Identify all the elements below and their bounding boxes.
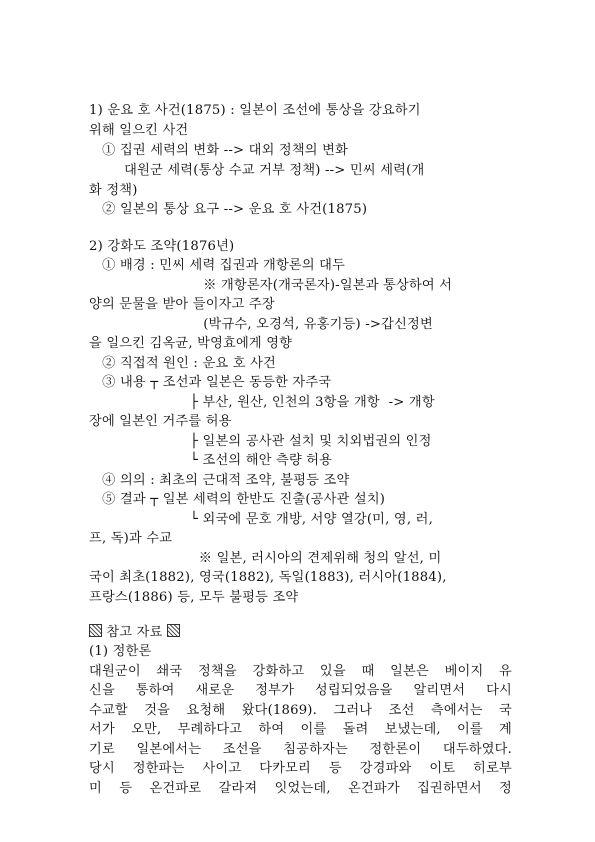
section1-title-line2: 위해 일으킨 사건 — [89, 123, 189, 138]
section2-content-line5: └ 조선의 해안 측량 허용 — [89, 453, 333, 468]
section2-background-line5: 을 일으킨 김옥균, 박영효에게 영향 — [89, 336, 293, 351]
reference-header-text: 참고 자료 — [102, 625, 167, 640]
hatched-box-icon — [89, 624, 102, 637]
section2-result-line2: └ 외국에 문호 개방, 서양 열강(미, 영, 러, — [89, 512, 433, 527]
reference-para-line5: 기로 일본에서는 조선을 침공하자는 정한론이 대두하였다. — [89, 742, 512, 757]
reference-para-line3: 수교할 것을 요청해 왔다(1869). 그러나 조선 측에서는 국 — [89, 703, 512, 718]
section2-background-line4: (박규수, 오경석, 유홍기등) ->갑신정변 — [89, 317, 433, 332]
reference-header — [89, 623, 180, 642]
section2-result-line3: 프, 독)과 수교 — [89, 531, 173, 546]
section2-content-line2: ├ 부산, 원산, 인천의 3항을 개항 -> 개항 — [89, 395, 435, 410]
section2-note-line3: 프랑스(1886) 등, 모두 불평등 조약 — [89, 590, 299, 605]
reference-para-line7: 미 등 온건파로 갈라져 잇었는데, 온건파가 집권하면서 정 — [89, 781, 512, 796]
section1-item1-line3: 화 정책) — [89, 183, 138, 198]
section1-item2: ② 일본의 통상 요구 --> 운요 호 사건(1875) — [89, 202, 368, 217]
section2-note-line2: 국이 최초(1882), 영국(1882), 독일(1883), 러시아(1884), — [89, 570, 447, 585]
section2-meaning: ④ 의의 : 최초의 근대적 조약, 불평등 조약 — [89, 473, 350, 488]
section2-title: 2) 강화도 조약(1876년) — [89, 239, 235, 254]
section1-item1-line1: ① 집권 세력의 변화 --> 대외 정책의 변화 — [89, 143, 349, 158]
section2-cause: ② 직접적 원인 : 운요 호 사건 — [89, 356, 276, 371]
section2-content-line4: ├ 일본의 공사관 설치 및 치외법권의 인정 — [89, 434, 432, 449]
section2-background-line2: ※ 개항론자(개국론자)-일본과 통상하여 서 — [89, 278, 453, 293]
section2-background-line3: 양의 문물을 받아 들이자고 주장 — [89, 297, 275, 312]
section1-item1-line2: 대원군 세력(통상 수교 거부 정책) --> 민씨 세력(개 — [89, 163, 425, 178]
reference-para-line4: 서가 오만, 무례하다고 하여 이를 돌려 보냈는데, 이를 계 — [89, 722, 512, 737]
section2-note-line1: ※ 일본, 러시아의 견제위해 청의 알선, 미 — [89, 551, 442, 566]
reference-para-line6: 당시 정한파는 사이고 다카모리 등 강경파와 이토 히로부 — [89, 761, 512, 776]
section2-content-line3: 장에 일본인 거주를 허용 — [89, 414, 232, 429]
section2-background-line1: ① 배경 : 민씨 세력 집권과 개항론의 대두 — [89, 258, 346, 273]
section2-result-line1: ⑤ 결과 ┬ 일본 세력의 한반도 진출(공사관 설치) — [89, 492, 386, 507]
reference-subtitle: (1) 정한론 — [89, 644, 152, 659]
section2-content-line1: ③ 내용 ┬ 조선과 일본은 동등한 자주국 — [89, 375, 332, 390]
section1-title-line1: 1) 운요 호 사건(1875) : 일본이 조선에 통상을 강요하기 — [89, 103, 421, 118]
hatched-box-icon — [167, 624, 180, 637]
reference-para-line1: 대원군이 쇄국 정책을 강화하고 있을 때 일본은 베이지 유 — [89, 664, 512, 679]
reference-para-line2: 신을 통하여 새로운 정부가 성립되었음을 알리면서 다시 — [89, 683, 512, 698]
